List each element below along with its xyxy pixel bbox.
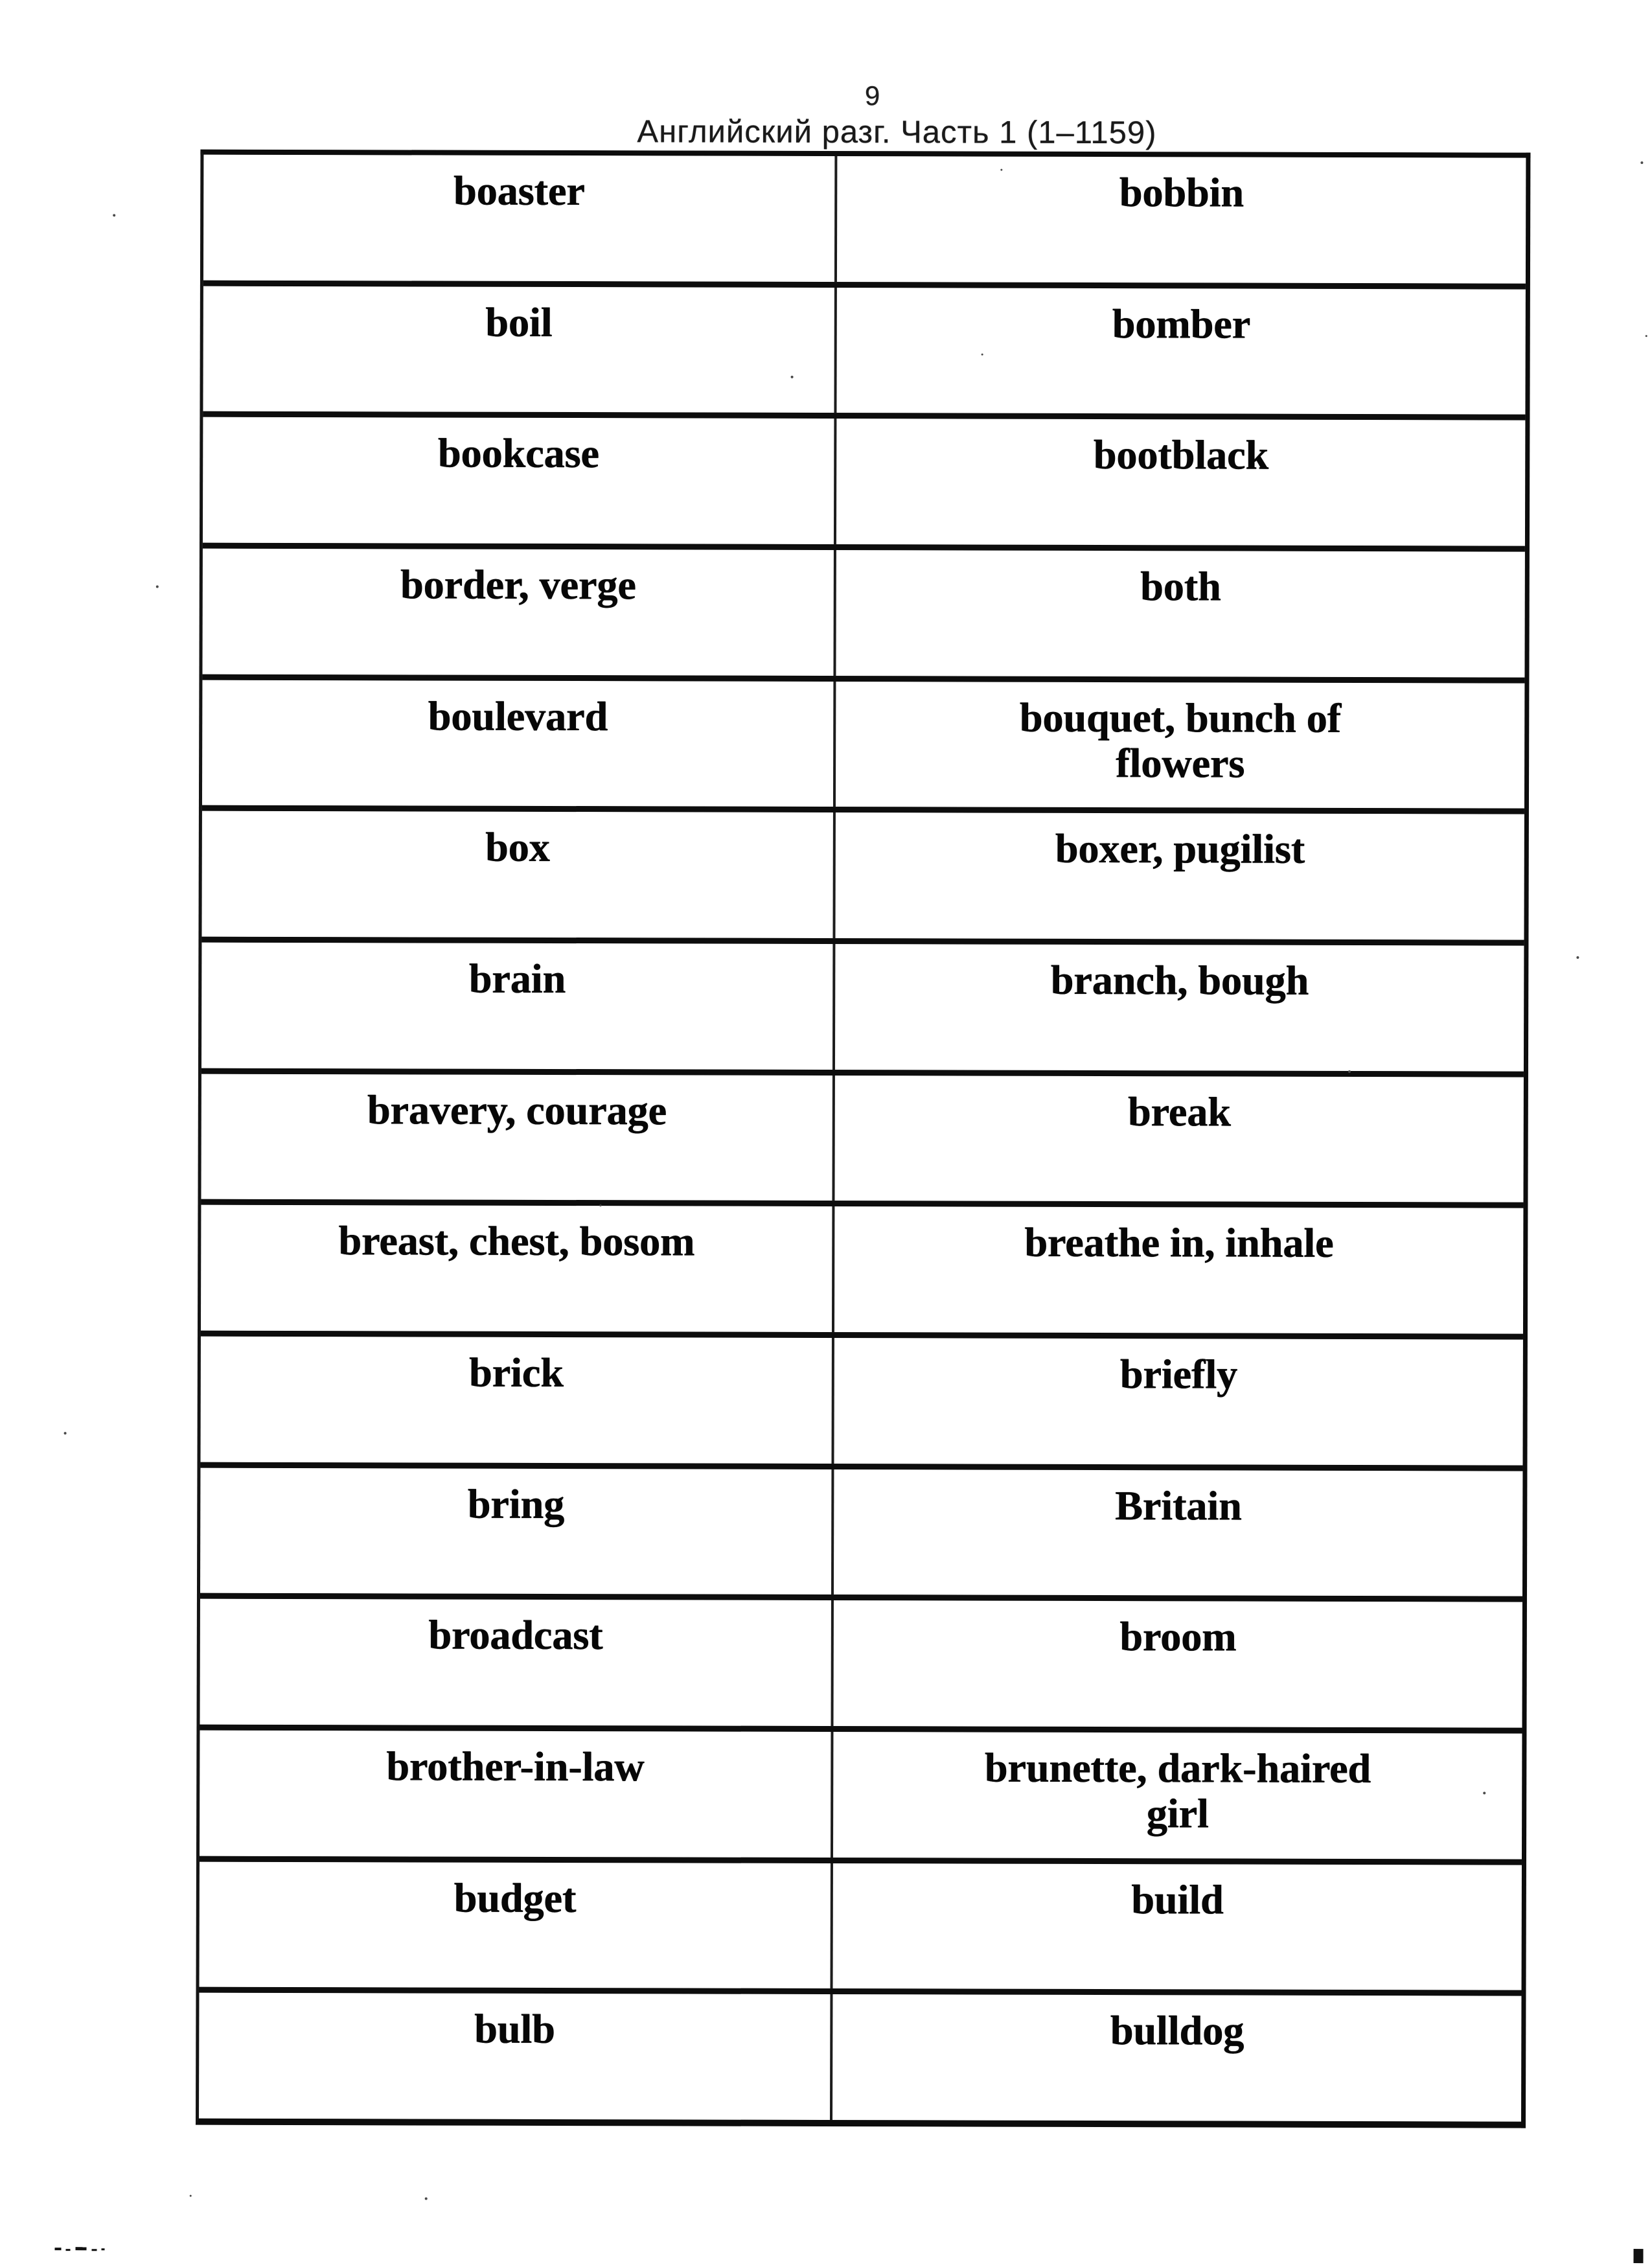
word-cell-left: boulevard — [202, 680, 836, 807]
table-row — [200, 1599, 1522, 1734]
scan-speckle — [1348, 1070, 1351, 1073]
scan-smudge-dash — [76, 2247, 87, 2250]
scan-speckle — [1646, 335, 1647, 337]
word-cell-left: bring — [200, 1467, 834, 1594]
word-cell-left: bulb — [199, 1993, 832, 2120]
word-cell-left: boil — [203, 286, 836, 413]
vocab-table — [196, 150, 1530, 2128]
word-cell-left: budget — [200, 1861, 833, 1988]
table-row — [202, 549, 1524, 684]
table-row — [200, 1337, 1522, 1471]
word-cell-left: boaster — [203, 155, 837, 282]
word-cell-right: boxer, pugilist — [1055, 825, 1305, 873]
table-row — [203, 155, 1526, 290]
word-cell-right: bobbin — [1119, 169, 1244, 216]
page-number: 9 — [864, 80, 880, 111]
word-cell-right: break — [1127, 1088, 1231, 1135]
scan-speckle — [64, 1432, 67, 1434]
scan-speckle — [190, 2195, 192, 2197]
word-cell-right: breathe in, inhale — [1024, 1219, 1334, 1267]
scan-speckle — [981, 354, 983, 356]
table-row — [201, 1074, 1523, 1208]
word-cell-left: border, verge — [202, 549, 836, 676]
word-cell-left: brain — [201, 943, 835, 1070]
word-cell-left: breast, chest, bosom — [201, 1205, 834, 1332]
word-cell-right: bootblack — [1093, 432, 1269, 479]
table-row — [202, 680, 1524, 814]
word-cell-left: bookcase — [203, 417, 836, 544]
word-cell-left: broadcast — [200, 1599, 833, 1726]
word-cell-right: branch, bough — [1050, 956, 1309, 1004]
word-cell-right: Britain — [1114, 1482, 1242, 1529]
scan-speckle — [1640, 161, 1643, 164]
table-row — [203, 286, 1525, 420]
scan-speckle — [425, 2197, 428, 2200]
table-row — [199, 1861, 1521, 1996]
scan-speckle — [1483, 1791, 1486, 1794]
scan-speckle — [156, 585, 159, 588]
scan-smudge-dash — [66, 2249, 71, 2251]
table-row — [200, 1731, 1522, 1865]
word-cell-right: briefly — [1119, 1351, 1238, 1398]
table-row — [199, 1993, 1521, 2122]
table-row — [200, 1467, 1522, 1602]
word-cell-right: bomber — [1112, 300, 1251, 347]
word-cell-left: box — [201, 811, 835, 938]
word-cell-right: bouquet, bunch of flowers — [1019, 694, 1341, 787]
table-row — [201, 943, 1524, 1077]
table-row — [203, 417, 1525, 552]
scan-speckle — [1000, 169, 1002, 171]
table-row — [201, 1205, 1523, 1340]
page-header: Английский разг. Часть 1 (1–1159) — [637, 114, 1157, 151]
scan-speckle — [113, 214, 115, 216]
scan-speckle — [791, 376, 794, 378]
scan-smudge-dash — [92, 2249, 97, 2251]
word-cell-right: build — [1131, 1876, 1224, 1923]
scan-speckle — [1576, 956, 1579, 959]
scan-smudge-dash — [55, 2248, 62, 2250]
word-cell-left: bravery, courage — [201, 1074, 834, 1201]
word-cell-right: broom — [1119, 1613, 1237, 1660]
word-cell-right: brunette, dark-haired girl — [984, 1744, 1371, 1837]
word-cell-right: both — [1140, 563, 1221, 610]
scan-smudge-dash — [102, 2248, 105, 2250]
word-cell-left: brick — [200, 1337, 834, 1464]
table-row — [201, 811, 1524, 946]
scan-speckle — [599, 1204, 601, 1206]
word-cell-right: bulldog — [1110, 2007, 1245, 2054]
word-cell-left: brother-in-law — [200, 1731, 833, 1858]
scan-corner-mark — [1633, 2249, 1643, 2263]
